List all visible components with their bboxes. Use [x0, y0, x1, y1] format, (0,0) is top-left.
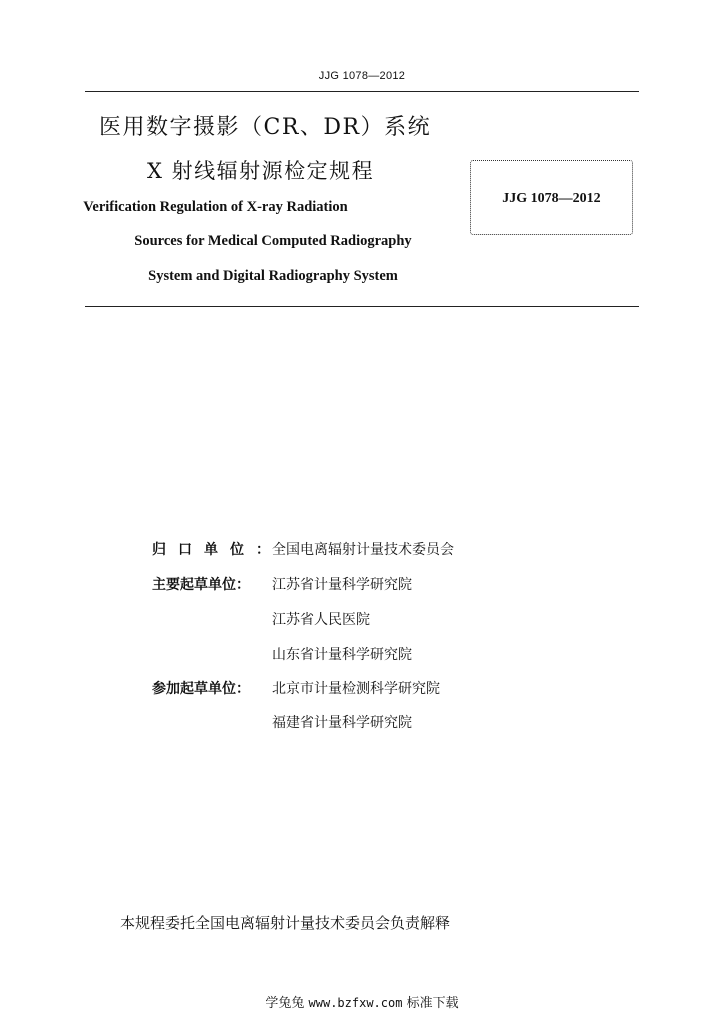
top-rule	[85, 91, 639, 92]
site-footer-url[interactable]: www.bzfxw.com	[308, 996, 403, 1010]
bottom-rule	[85, 306, 639, 307]
title-chinese-line1: 医用数字摄影（CR、DR）系统	[99, 115, 432, 140]
site-footer-prefix: 学兔兔	[265, 996, 309, 1011]
main-drafting-unit: 江苏省计量科学研究院	[272, 577, 412, 593]
participating-unit: 北京市计量检测科学研究院	[272, 681, 440, 697]
title-chinese-line2: X 射线辐射源检定规程	[147, 159, 375, 183]
responsible-unit-label: 归口单位：	[152, 542, 282, 558]
header-standard-code: JJG 1078—2012	[318, 70, 406, 82]
responsible-unit-row	[152, 540, 454, 560]
participating-row	[152, 679, 440, 699]
main-drafting-unit: 山东省计量科学研究院	[272, 647, 412, 663]
main-drafting-label: 主要起草单位：	[152, 577, 250, 593]
interpretation-note: 本规程委托全国电离辐射计量技术委员会负责解释	[120, 914, 451, 932]
site-footer-suffix: 标准下载	[402, 996, 459, 1011]
standard-code-box	[470, 160, 633, 235]
responsible-unit-value: 全国电离辐射计量技术委员会	[272, 542, 454, 558]
title-english-line3: System and Digital Radiography System	[148, 268, 398, 284]
title-english-line2: Sources for Medical Computed Radiography	[134, 233, 412, 249]
site-footer	[0, 992, 724, 1011]
main-drafting-row	[152, 575, 412, 595]
participating-label: 参加起草单位：	[152, 681, 250, 697]
participating-unit: 福建省计量科学研究院	[272, 715, 412, 731]
title-english-line1: Verification Regulation of X-ray Radiation	[83, 199, 348, 215]
standard-code: JJG 1078—2012	[502, 191, 601, 206]
main-drafting-unit: 江苏省人民医院	[272, 612, 370, 628]
